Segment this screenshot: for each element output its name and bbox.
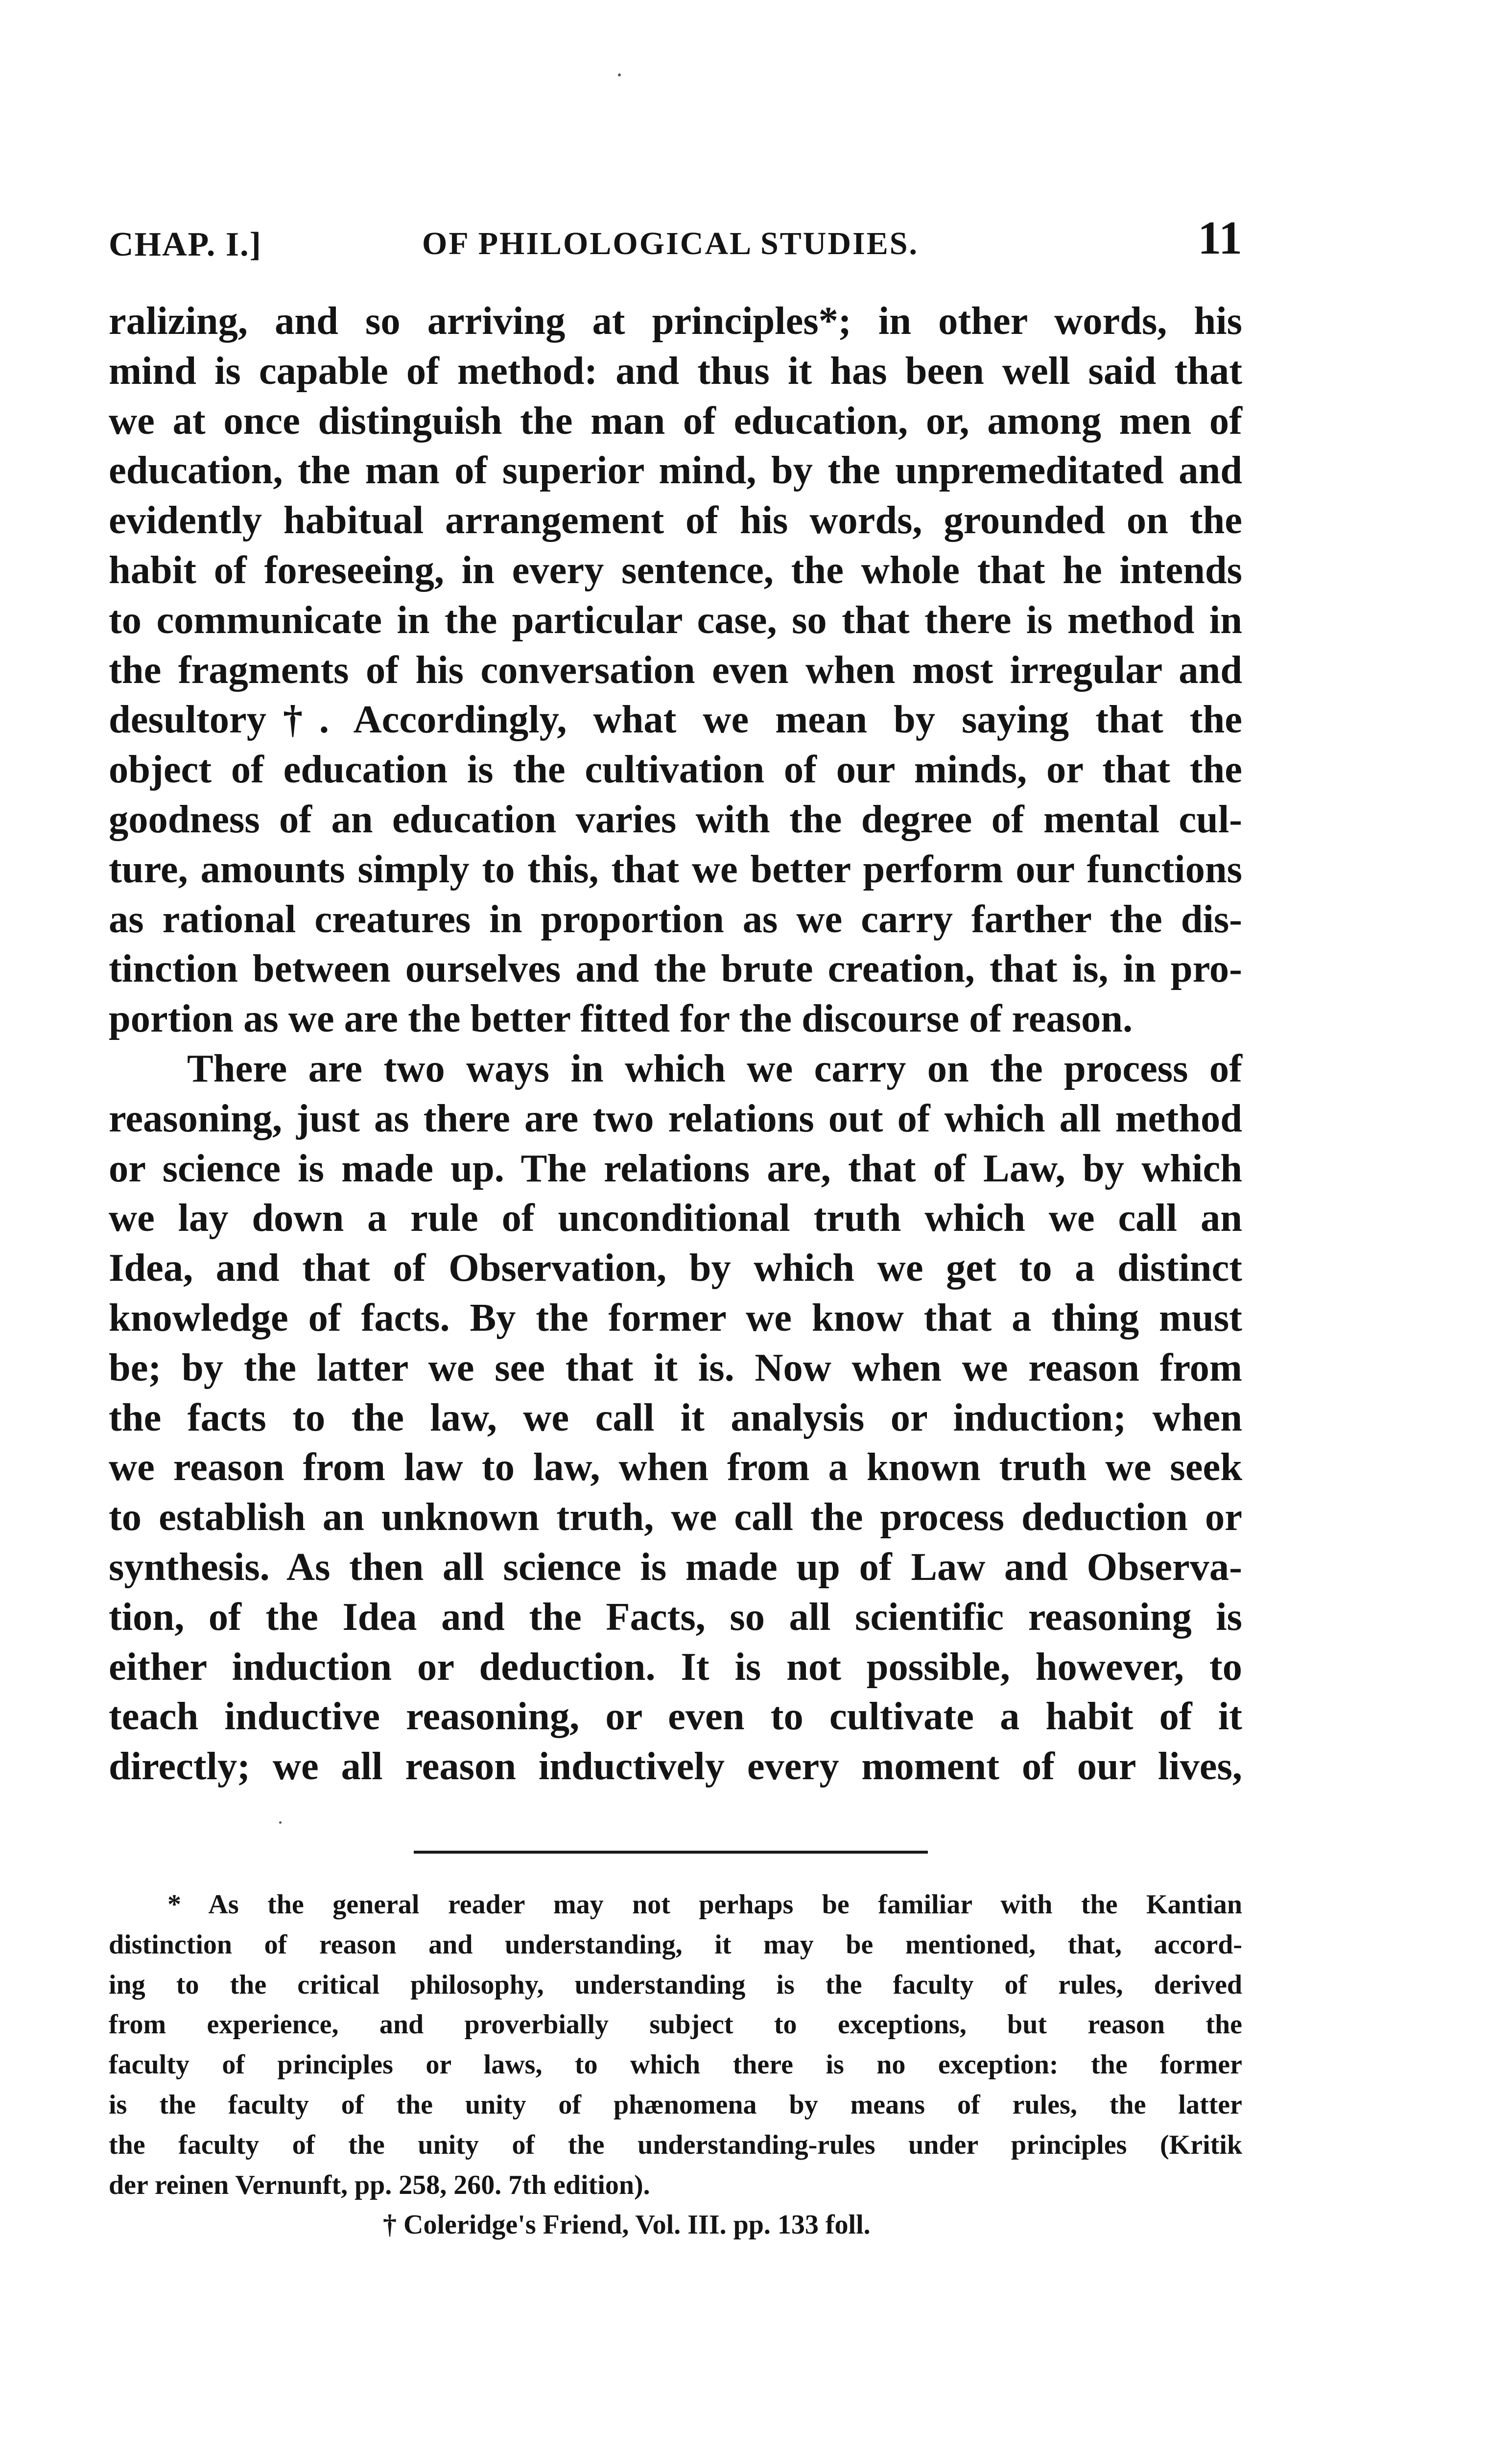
paragraph <box>109 1044 1242 1791</box>
text-line: evidently habitual arrangement of his words, grounded on the <box>109 498 1242 542</box>
text-line: or science is made up. The relations are, that of Law, by which <box>109 1146 1242 1190</box>
footnote <box>109 1885 1242 2205</box>
text-line: tinction between ourselves and the brute creation, that is, in pro- <box>109 947 1242 991</box>
text-line: portion as we are the better fitted for the discourse of reason. <box>109 997 1133 1041</box>
text-line: object of education is the cultivation of our minds, or that the <box>109 748 1242 792</box>
text-line: knowledge of facts. By the former we know that a thing must <box>109 1295 1242 1340</box>
footnote-line: from experience, and proverbially subject to exceptions, but reason the <box>109 2009 1242 2040</box>
footnotes <box>109 1885 1242 2245</box>
text-line: the facts to the law, we call it analysis or induction; when <box>109 1395 1242 1439</box>
text-line: mind is capable of method: and thus it has been well said that <box>109 349 1242 393</box>
text-line: we at once distinguish the man of education, or, among men of <box>109 399 1242 443</box>
chapter-label: CHAP. I.] <box>109 226 262 263</box>
paper-speck <box>618 73 621 76</box>
main-text <box>109 296 1242 1791</box>
footnote-divider <box>414 1851 928 1854</box>
footnote-line: is the faculty of the unity of phænomena by means of rules, the latter <box>109 2089 1242 2120</box>
footnote-line: faculty of principles or laws, to which there is no exception: the former <box>109 2049 1242 2080</box>
text-line: to communicate in the particular case, so that there is method in <box>109 598 1242 642</box>
text-line: teach inductive reasoning, or even to cultivate a habit of it <box>109 1695 1242 1739</box>
text-line: tion, of the Idea and the Facts, so all scientific reasoning is <box>109 1595 1242 1639</box>
text-line: directly; we all reason inductively every moment of our lives, <box>109 1744 1242 1789</box>
page-number: 11 <box>1198 212 1242 264</box>
footnote-line: * As the general reader may not perhaps be familiar with the Kantian <box>167 1889 1242 1920</box>
footnote-line: † Coleridge's Friend, Vol. III. pp. 133 foll. <box>383 2210 871 2240</box>
text-line: goodness of an education varies with the degree of mental cul- <box>109 797 1242 841</box>
text-line: we lay down a rule of unconditional truth which we call an <box>109 1196 1242 1240</box>
text-line: synthesis. As then all science is made up of Law and Observa- <box>109 1545 1242 1589</box>
text-line: ralizing, and so arriving at principles*; in other words, his <box>109 299 1242 343</box>
text-line: Idea, and that of Observation, by which we get to a distinct <box>109 1246 1242 1290</box>
footnote <box>109 2205 1242 2245</box>
text-line: we reason from law to law, when from a known truth we seek <box>109 1445 1242 1489</box>
footnote-line: the faculty of the unity of the understanding-rules under principles (Kritik <box>109 2129 1242 2160</box>
paragraph <box>109 296 1242 1044</box>
text-line: habit of foreseeing, in every sentence, the whole that he intends <box>109 548 1242 592</box>
text-line: education, the man of superior mind, by the unpremeditated and <box>109 448 1242 493</box>
footnote-line: der reinen Vernunft, pp. 258, 260. 7th edition). <box>109 2169 650 2200</box>
running-title: OF PHILOLOGICAL STUDIES. <box>422 226 919 261</box>
running-header <box>109 211 1242 264</box>
footnote-line: ing to the critical philosophy, understanding is the faculty of rules, derived <box>109 1969 1242 2000</box>
text-line: desultory†. Accordingly, what we mean by saying that the <box>109 698 1242 742</box>
text-line: either induction or deduction. It is not possible, however, to <box>109 1645 1242 1689</box>
text-line: the fragments of his conversation even when most irregular and <box>109 648 1242 692</box>
text-line: There are two ways in which we carry on the process of <box>187 1046 1242 1090</box>
footnote-line: distinction of reason and understanding, it may be mentioned, that, accord- <box>109 1929 1242 1960</box>
text-line: to establish an unknown truth, we call the process deduction or <box>109 1495 1242 1539</box>
text-line: as rational creatures in proportion as we carry farther the dis- <box>109 897 1242 941</box>
text-line: ture, amounts simply to this, that we better perform our functions <box>109 847 1242 891</box>
paper-speck <box>279 1821 282 1824</box>
text-line: be; by the latter we see that it is. Now when we reason from <box>109 1345 1242 1389</box>
text-line: reasoning, just as there are two relations out of which all method <box>109 1096 1242 1140</box>
